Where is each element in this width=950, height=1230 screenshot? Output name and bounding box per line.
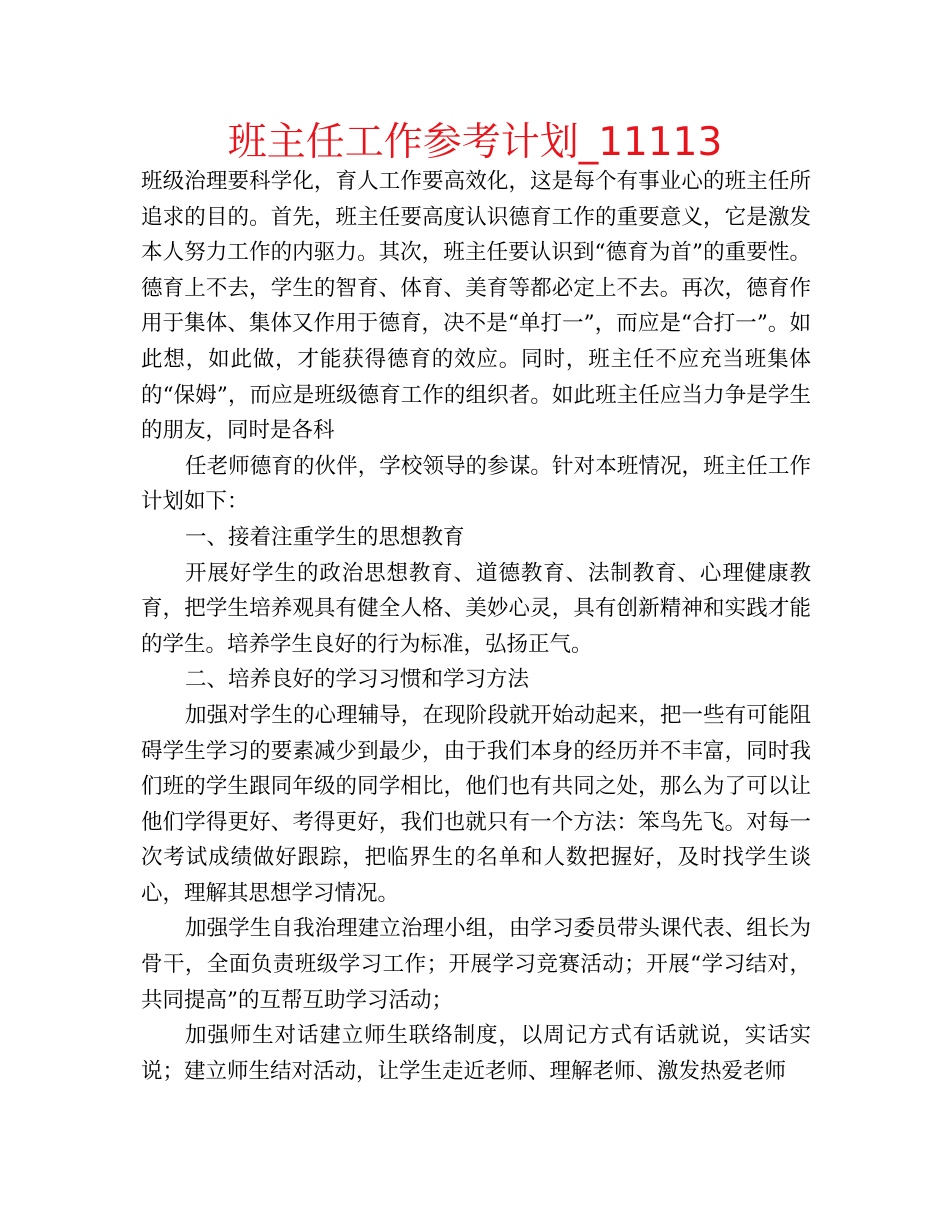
- paragraph-4: 加强对学生的心理辅导，在现阶段就开始动起来，把一些有可能阻碍学生学习的要素减少到最少，由于我们本身的经历并不丰富，同时我们班的学生跟同年级的同学相比，他们也有共同之处，那么为了可以让他们学得更好、考得更好，我们也就只有一个方法：笨鸟先飞。对每一次考试成绩做好跟踪，把临界生的名单和人数把握好，及时找学生谈心，理解其思想学习情况。: [141, 702, 811, 906]
- paragraph-2: 任老师德育的伙伴，学校领导的参谋。针对本班情况，班主任工作计划如下：: [141, 453, 811, 515]
- document-title: 班主任工作参考计划_11113: [227, 120, 723, 165]
- paragraph-3: 开展好学生的政治思想教育、道德教育、法制教育、心理健康教育，把学生培养观具有健全人格、美妙心灵，具有创新精神和实践才能的学生。培养学生良好的行为标准，弘扬正气。: [141, 560, 811, 657]
- paragraph-6: 加强师生对话建立师生联络制度，以周记方式有话就说，实话实说；建立师生结对活动，让学生走近老师、理解老师、激发热爱老师: [141, 1023, 811, 1084]
- paragraph-1: 班级治理要科学化，育人工作要高效化，这是每个有事业心的班主任所追求的目的。首先，班主任要高度认识德育工作的重要意义，它是激发本人努力工作的内驱力。其次，班主任要认识到“德育为首”的重要性。德育上不去，学生的智育、体育、美育等都必定上不去。再次，德育作用于集体、集体又作用于德育，决不是“单打一”，而应是“合打一”。如此想，如此做，才能获得德育的效应。同时，班主任不应充当班集体的“保姆”，而应是班级德育工作的组织者。如此班主任应当力争是学生的朋友，同时是各科: [141, 169, 811, 444]
- section-heading-1: 一、接着注重学生的思想教育: [185, 524, 465, 550]
- paragraph-5: 加强学生自我治理建立治理小组，由学习委员带头课代表、组长为骨干，全面负责班级学习工作；开展学习竞赛活动；开展“学习结对，共同提高”的互帮互助学习活动；: [141, 916, 811, 1013]
- section-heading-2: 二、培养良好的学习习惯和学习方法: [185, 667, 530, 693]
- document-body: [141, 164, 811, 1089]
